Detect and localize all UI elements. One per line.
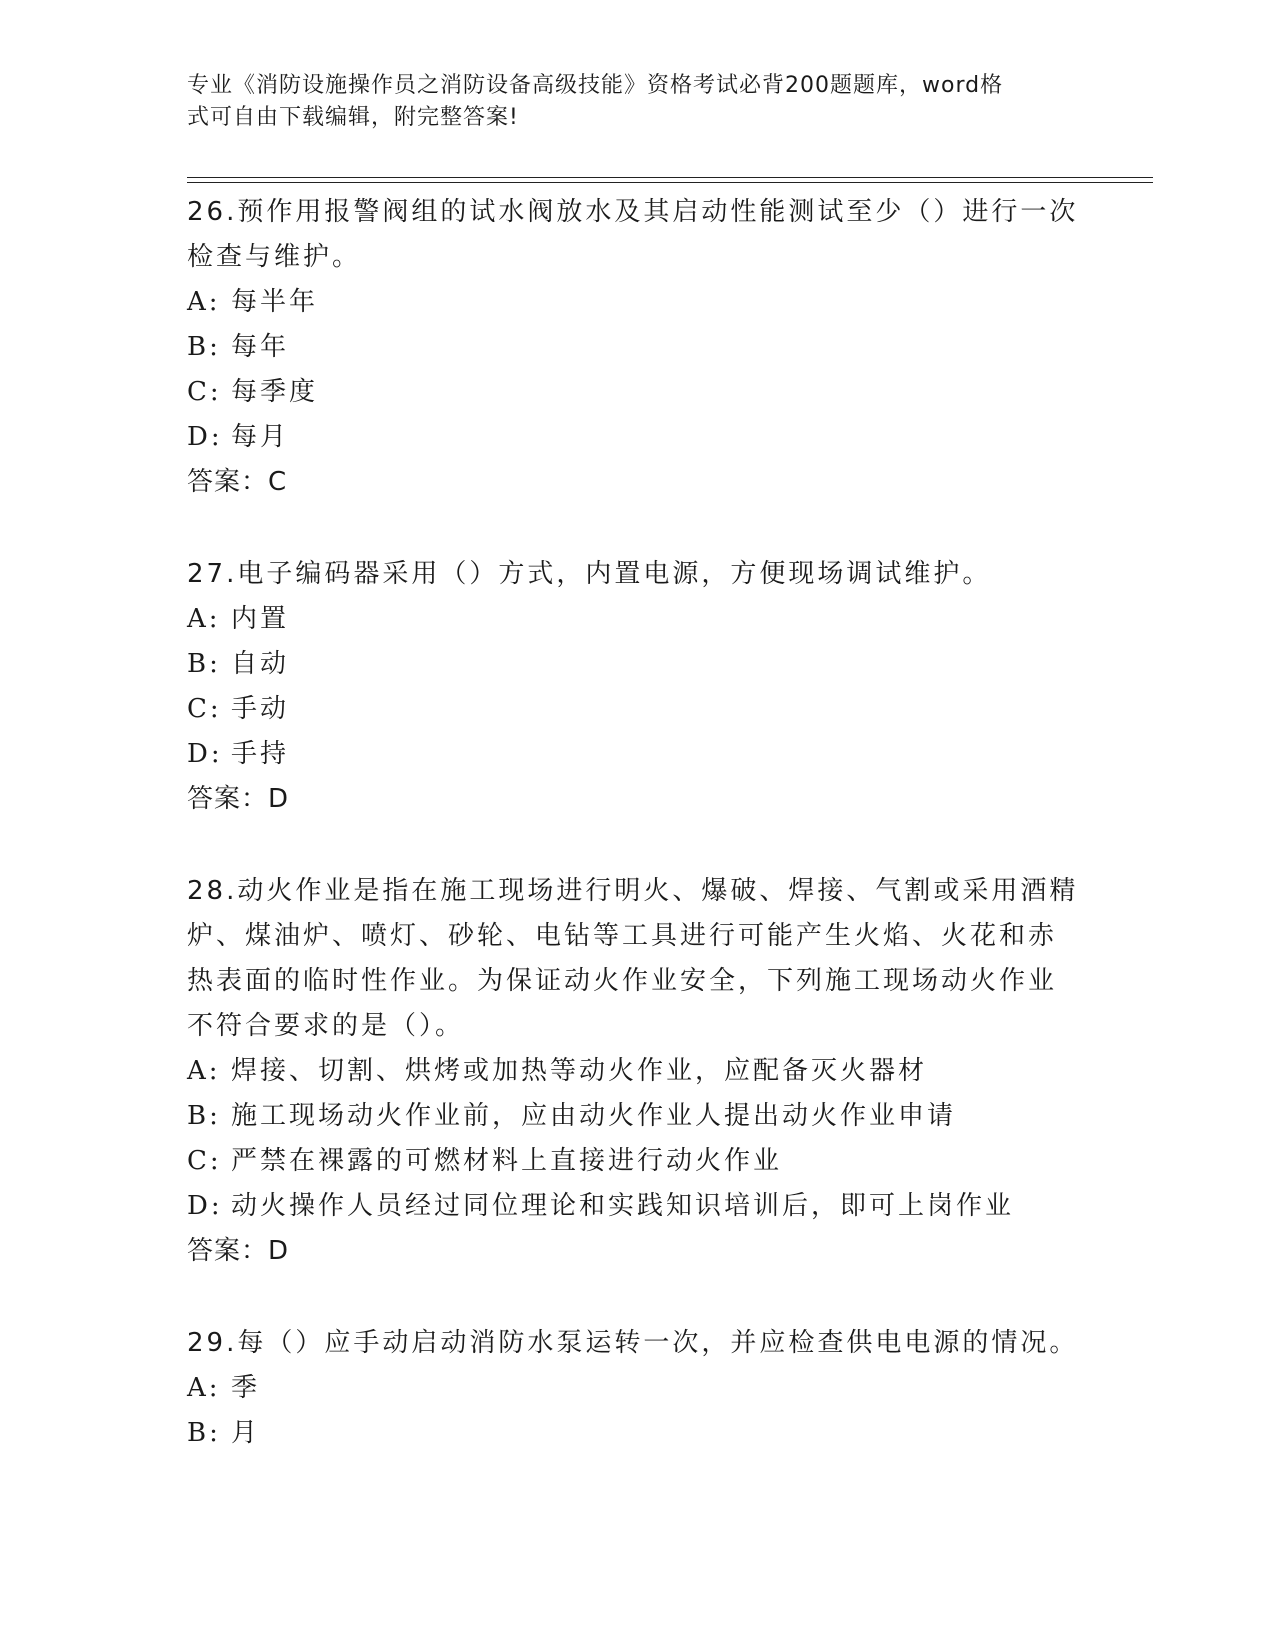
header-divider-bottom — [187, 182, 1153, 183]
question-text-line: 热表面的临时性作业。为保证动火作业安全，下列施工现场动火作业 — [187, 966, 1058, 996]
document-header — [187, 70, 1087, 134]
option-text: 每季度 — [231, 377, 319, 407]
option-a — [187, 1366, 1087, 1411]
option-b — [187, 1411, 1087, 1456]
option-letter: A: — [187, 287, 221, 317]
option-a — [187, 597, 1087, 642]
header-line-2: 式可自由下载编辑，附完整答案! — [187, 105, 519, 130]
option-c — [187, 1139, 1087, 1184]
question-text-line: 26.预作用报警阀组的试水阀放水及其启动性能测试至少（）进行一次 — [187, 197, 1079, 227]
option-text: 季 — [231, 1373, 261, 1403]
option-d — [187, 1184, 1087, 1229]
option-letter: C: — [187, 694, 222, 724]
option-text: 每年 — [231, 332, 290, 362]
question-text-line: 检查与维护。 — [187, 242, 362, 272]
option-text: 月 — [231, 1418, 261, 1448]
option-letter: A: — [187, 1056, 221, 1086]
header-line-1: 专业《消防设施操作员之消防设备高级技能》资格考试必背200题题库，word格 — [187, 73, 1004, 98]
option-d — [187, 732, 1087, 777]
option-b — [187, 325, 1087, 370]
option-letter: B: — [187, 1418, 221, 1448]
answer-text: 答案：D — [187, 1236, 290, 1266]
question-29 — [187, 1321, 1087, 1456]
option-text: 每月 — [231, 422, 290, 452]
question-text-line: 27.电子编码器采用（）方式，内置电源，方便现场调试维护。 — [187, 559, 992, 589]
option-a — [187, 280, 1087, 325]
question-text-line: 不符合要求的是（）。 — [187, 1011, 465, 1041]
option-letter: B: — [187, 332, 221, 362]
option-text: 施工现场动火作业前，应由动火作业人提出动火作业申请 — [231, 1101, 957, 1131]
option-letter: C: — [187, 377, 222, 407]
option-letter: D: — [187, 422, 223, 452]
question-28 — [187, 869, 1087, 1274]
option-text: 自动 — [231, 649, 290, 679]
option-text: 焊接、切割、烘烤或加热等动火作业，应配备灭火器材 — [231, 1056, 928, 1086]
answer-text: 答案：D — [187, 784, 290, 814]
option-c — [187, 370, 1087, 415]
option-letter: A: — [187, 604, 221, 634]
question-27 — [187, 552, 1087, 822]
answer-text: 答案：C — [187, 467, 288, 497]
option-text: 每半年 — [231, 287, 319, 317]
option-text: 内置 — [231, 604, 290, 634]
question-text-line: 28.动火作业是指在施工现场进行明火、爆破、焊接、气割或采用酒精 — [187, 876, 1079, 906]
option-c — [187, 687, 1087, 732]
question-list — [187, 190, 1087, 1503]
question-text-line: 29.每（）应手动启动消防水泵运转一次，并应检查供电电源的情况。 — [187, 1328, 1079, 1358]
question-26 — [187, 190, 1087, 505]
option-text: 动火操作人员经过同位理论和实践知识培训后，即可上岗作业 — [231, 1191, 1015, 1221]
option-letter: A: — [187, 1373, 221, 1403]
option-a — [187, 1049, 1087, 1094]
option-b — [187, 1094, 1087, 1139]
option-letter: D: — [187, 739, 223, 769]
option-text: 严禁在裸露的可燃材料上直接进行动火作业 — [231, 1146, 783, 1176]
question-text-line: 炉、煤油炉、喷灯、砂轮、电钻等工具进行可能产生火焰、火花和赤 — [187, 921, 1058, 951]
option-b — [187, 642, 1087, 687]
option-letter: B: — [187, 1101, 221, 1131]
option-letter: C: — [187, 1146, 222, 1176]
option-letter: D: — [187, 1191, 223, 1221]
option-text: 手持 — [231, 739, 290, 769]
option-text: 手动 — [231, 694, 290, 724]
header-divider-top — [187, 177, 1153, 178]
option-d — [187, 415, 1087, 460]
option-letter: B: — [187, 649, 221, 679]
